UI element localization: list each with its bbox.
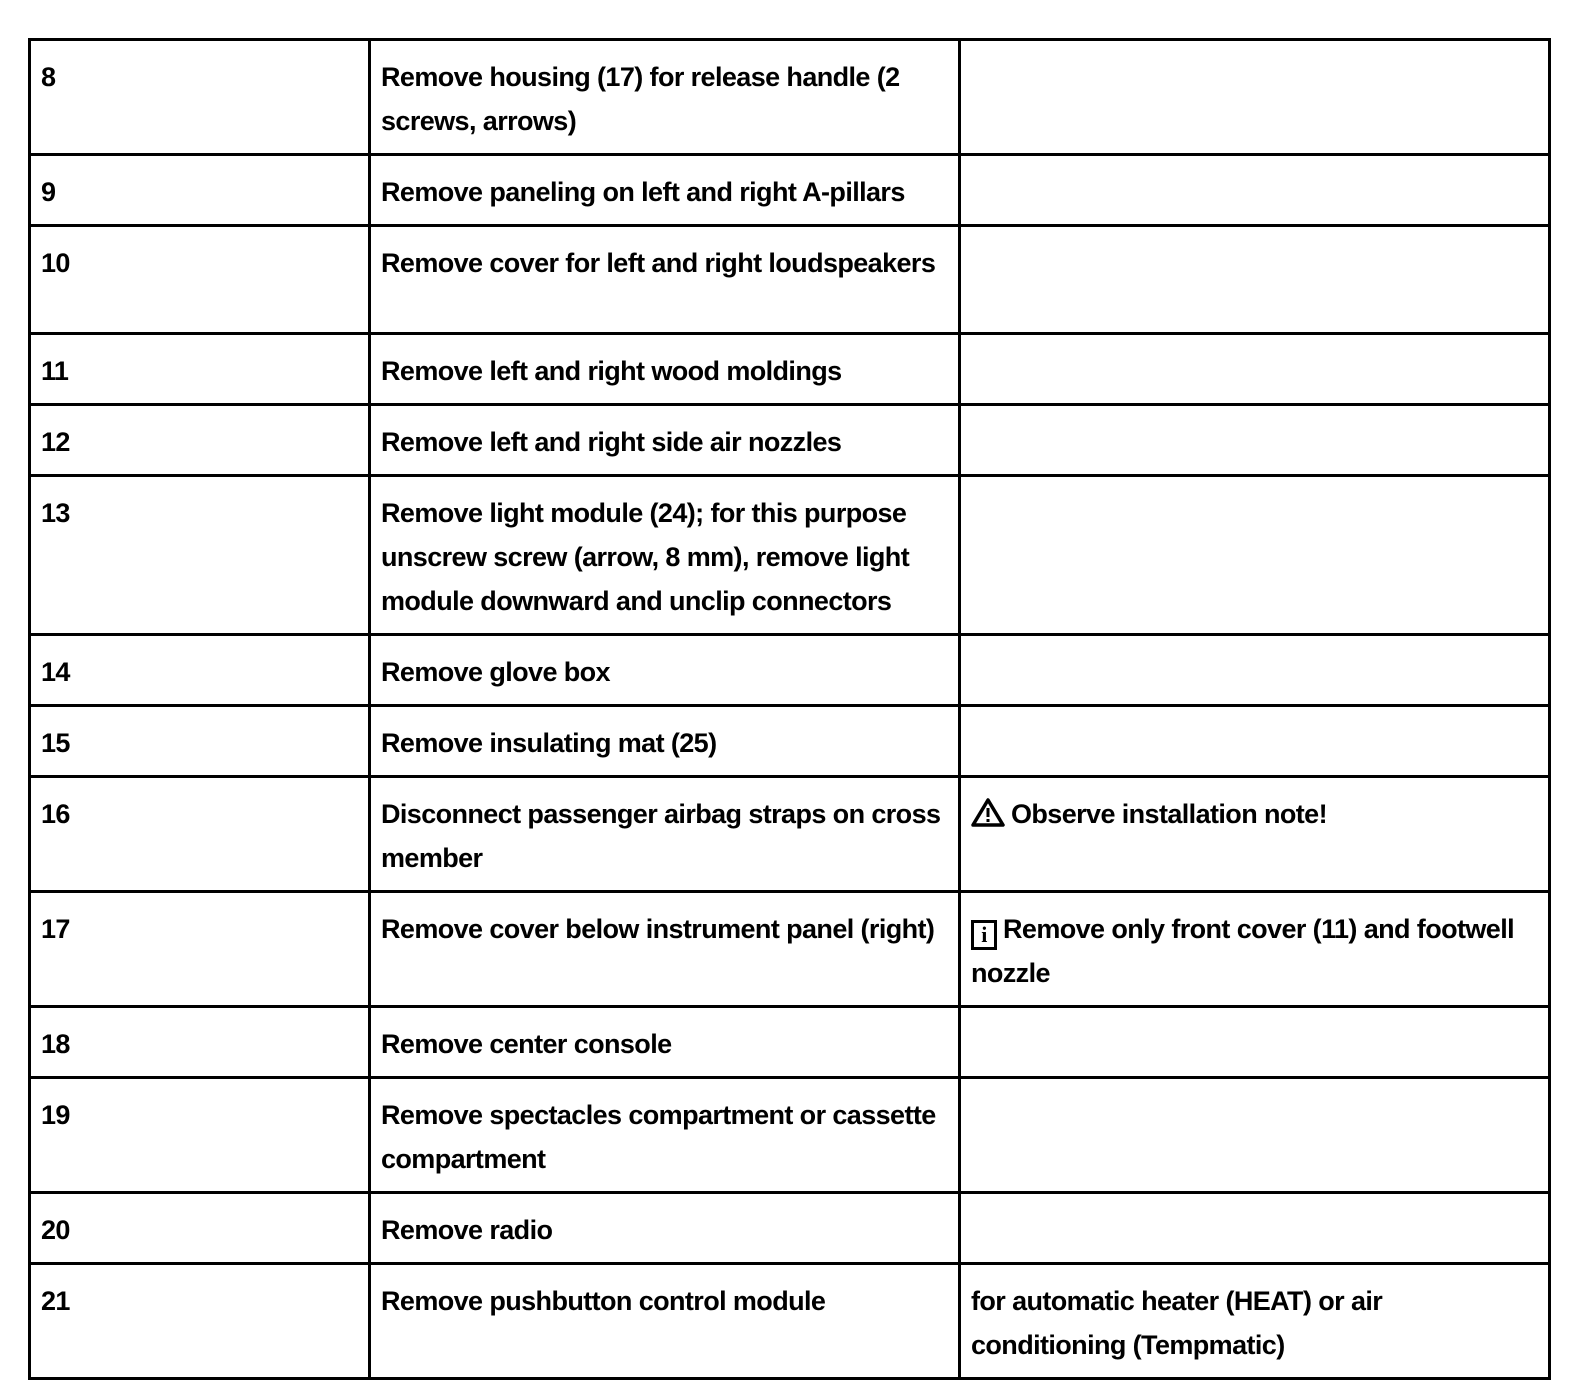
- table-row: [30, 476, 1550, 635]
- step-action: Remove radio: [370, 1193, 960, 1264]
- step-action: Remove pushbutton control module: [370, 1264, 960, 1379]
- table-row: [30, 706, 1550, 777]
- step-number: 8: [30, 40, 370, 155]
- step-note: [960, 777, 1550, 892]
- step-number: 20: [30, 1193, 370, 1264]
- step-number: 10: [30, 226, 370, 334]
- table-row: [30, 155, 1550, 226]
- table-row: [30, 635, 1550, 706]
- step-note: [960, 706, 1550, 777]
- warning-icon: [971, 797, 1005, 827]
- step-note: for automatic heater (HEAT) or air conditioning (Tempmatic): [960, 1264, 1550, 1379]
- step-number: 9: [30, 155, 370, 226]
- step-note: [960, 1078, 1550, 1193]
- step-note: [960, 1007, 1550, 1078]
- table-row: [30, 892, 1550, 1007]
- step-note: [960, 155, 1550, 226]
- info-icon: i: [971, 920, 997, 950]
- step-action: Remove insulating mat (25): [370, 706, 960, 777]
- step-note: [960, 635, 1550, 706]
- step-number: 16: [30, 777, 370, 892]
- step-action: Remove spectacles compartment or cassette compartment: [370, 1078, 960, 1193]
- table-row: [30, 1078, 1550, 1193]
- step-number: 21: [30, 1264, 370, 1379]
- step-action: Remove light module (24); for this purpose unscrew screw (arrow, 8 mm), remove light module downward and unclip connectors: [370, 476, 960, 635]
- step-action: Remove cover below instrument panel (right): [370, 892, 960, 1007]
- step-note: [960, 40, 1550, 155]
- table-row: [30, 1007, 1550, 1078]
- step-number: 19: [30, 1078, 370, 1193]
- table-row: [30, 226, 1550, 334]
- table-row: [30, 777, 1550, 892]
- step-note: [960, 892, 1550, 1007]
- table-row: [30, 405, 1550, 476]
- step-note: [960, 405, 1550, 476]
- step-number: 18: [30, 1007, 370, 1078]
- step-action: Remove cover for left and right loudspeakers: [370, 226, 960, 334]
- step-action: Remove left and right wood moldings: [370, 334, 960, 405]
- table-row: [30, 1264, 1550, 1379]
- step-action: Remove center console: [370, 1007, 960, 1078]
- step-note: [960, 226, 1550, 334]
- step-number: 15: [30, 706, 370, 777]
- step-note: [960, 1193, 1550, 1264]
- note-text: Remove only front cover (11) and footwell nozzle: [971, 914, 1514, 988]
- step-number: 12: [30, 405, 370, 476]
- step-action: Remove glove box: [370, 635, 960, 706]
- step-action: Remove housing (17) for release handle (2 screws, arrows): [370, 40, 960, 155]
- step-action: Disconnect passenger airbag straps on cross member: [370, 777, 960, 892]
- step-number: 14: [30, 635, 370, 706]
- step-number: 17: [30, 892, 370, 1007]
- step-number: 11: [30, 334, 370, 405]
- procedure-table: [28, 38, 1551, 1380]
- table-row: [30, 334, 1550, 405]
- note-text: Observe installation note!: [1011, 799, 1327, 829]
- step-number: 13: [30, 476, 370, 635]
- step-action: Remove paneling on left and right A-pillars: [370, 155, 960, 226]
- table-row: [30, 40, 1550, 155]
- table-row: [30, 1193, 1550, 1264]
- step-note: [960, 476, 1550, 635]
- step-action: Remove left and right side air nozzles: [370, 405, 960, 476]
- step-note: [960, 334, 1550, 405]
